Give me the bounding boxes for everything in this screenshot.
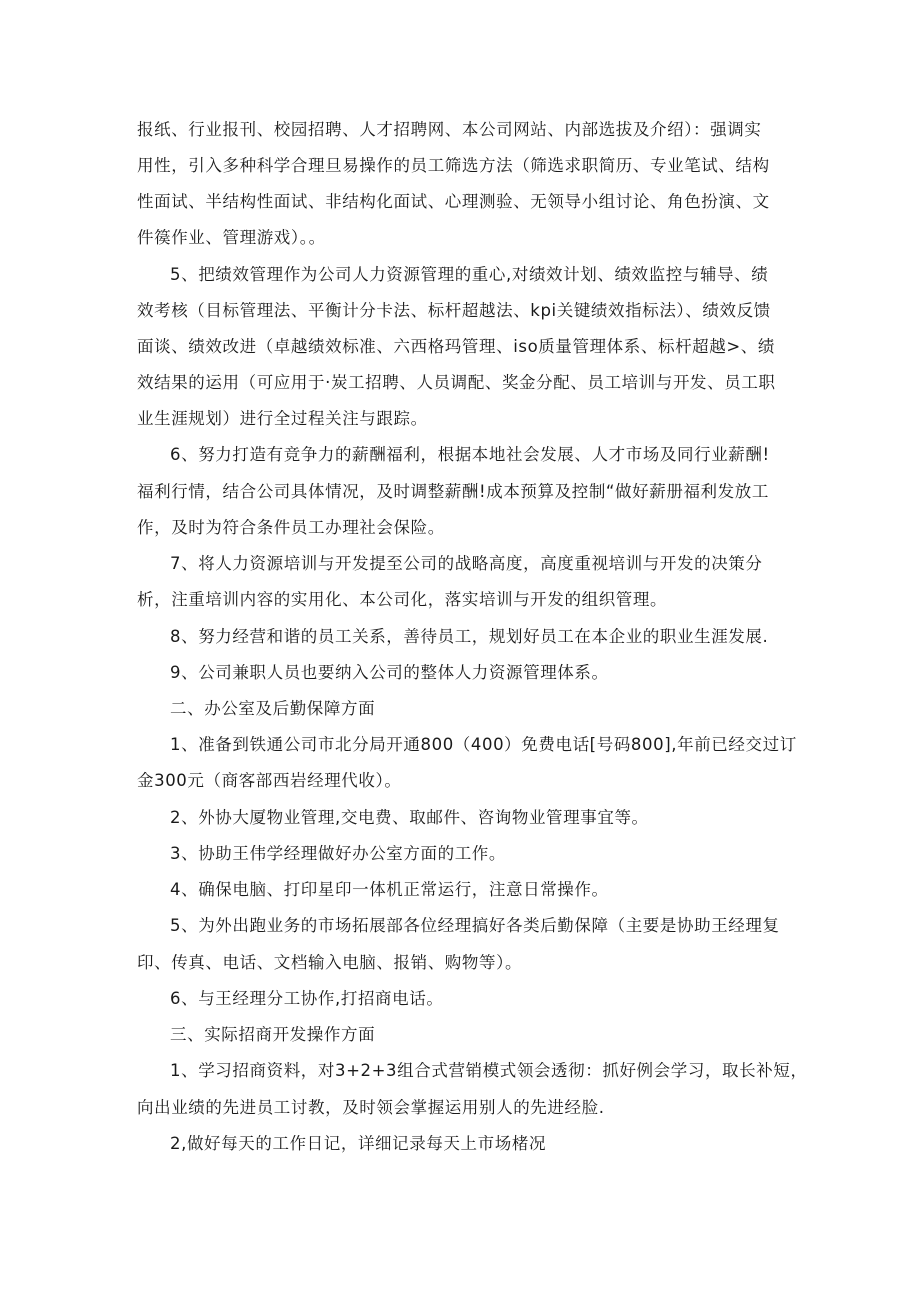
text-line: 效考核（目标管理法、平衡计分卡法、标杆超越法、kpi关键绩效指标法）、绩效反馈 [137,301,771,320]
text-line: 6、与王经理分工协作,打招商电话。 [170,989,444,1008]
text-line: 件篌作业、管理游戏）。。 [137,228,326,247]
text-line: 面谈、绩效改进（卓越绩效标准、六西格玛管理、iso质量管理体系、标杆超越>、绩 [137,337,776,356]
text-line: 金300元（商客部西岩经理代收）。 [137,771,402,790]
text-line: 作，及时为符合条件员工办理社会保险。 [137,518,445,537]
text-line: 报纸、行业报刊、校园招聘、人才招聘网、本公司网站、内部选拔及介绍）：强调实 [137,120,762,139]
text-line: 析，注重培训内容的实用化、本公司化，落实培训与开发的组织管理。 [137,590,668,609]
section-heading: 三、实际招商开发操作方面 [170,1025,376,1044]
text-line: 业生涯规划）进行全过程关注与跟踪。 [137,409,428,428]
text-line: 福利行情，结合公司具体情况，及时调整薪酬!成本预算及控制“做好薪册福利发放工 [137,482,769,501]
text-line: 5、为外出跑业务的市场拓展部各位经理搞好各类后勤保障（主要是协助王经理复 [170,916,780,935]
text-line: 8、努力经营和谐的员工关系，善待员工，规划好员工在本企业的职业生涯发展. [170,627,769,646]
text-line: 4、确保电脑、打印星印一体机正常运行，注意日常操作。 [170,880,609,899]
text-line: 3、协助王伟学经理做好办公室方面的工作。 [170,844,506,863]
text-line: 5、把绩效管理作为公司人力资源管理的重心,对绩效计划、绩效监控与辅导、绩 [170,265,769,284]
text-line: 6、努力打造有竞争力的薪酬福利，根据本地社会发展、人才市场及同行业薪酬! [170,445,770,464]
text-line: 2,做好每天的工作日记，详细记录每天上市场楮况 [170,1134,547,1153]
text-line: 2、外协大厦物业管理,交电费、取邮件、咨询物业管理事宜等。 [170,808,649,827]
text-line: 性面试、半结构性面试、非结构化面试、心理测验、无领导小组讨论、角色扮演、文 [137,192,770,211]
text-line: 1、准备到铁通公司市北分局开通800（400）免费电话[号码800],年前已经交过订 [170,735,797,754]
text-line: 9、公司兼职人员也要纳入公司的整体人力资源管理体系。 [170,663,609,682]
text-line: 1、学习招商资料，对3+2+3组合式营销模式领会透彻：抓好例会学习，取长补短， [170,1061,808,1080]
text-line: 7、将人力资源培训与开发提至公司的战略高度，高度重视培训与开发的决策分 [170,554,763,573]
text-line: 印、传真、电话、文档输入电脑、报销、购物等）。 [137,953,523,972]
text-line: 效结果的运用（可应用于·炭工招聘、人员调配、奖金分配、员工培训与开发、员工职 [137,373,776,392]
section-heading: 二、办公室及后勤保障方面 [170,699,376,718]
text-line: 用性，引入多种科学合理旦易操作的员工筛选方法（筛选求职简历、专业笔试、结构 [137,156,770,175]
text-line: 向出业绩的先进员工讨教，及时领会掌握运用别人的先进经脸. [137,1098,605,1117]
